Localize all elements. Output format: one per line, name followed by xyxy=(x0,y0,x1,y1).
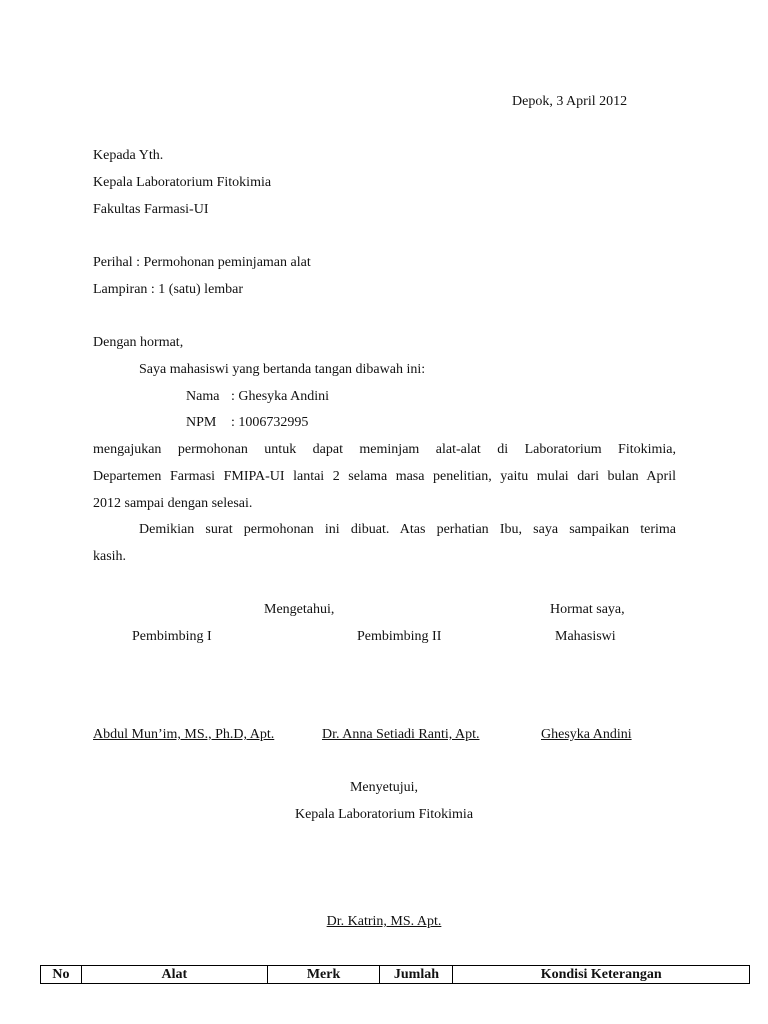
body-line1: mengajukan permohonan untuk dapat meminjam alat-alat di Laboratorium Fitokimia, xyxy=(93,442,676,457)
table-header-row xyxy=(41,966,750,984)
kepala-title: Kepala Laboratorium Fitokimia xyxy=(294,807,474,822)
mahasiswi-title: Mahasiswi xyxy=(555,629,616,644)
body-line3: 2012 sampai dengan selesai. xyxy=(93,496,253,511)
equipment-table xyxy=(40,965,750,984)
closing-line1: Demikian surat permohonan ini dibuat. Atas perhatian Ibu, saya sampaikan terima xyxy=(139,522,676,537)
body-line2: Departemen Farmasi FMIPA-UI lantai 2 selama masa penelitian, yaitu mulai dari bulan April xyxy=(93,469,676,484)
name-label: Nama xyxy=(186,389,220,404)
col-header-no: No xyxy=(41,966,82,984)
col-header-jumlah: Jumlah xyxy=(380,966,453,984)
col-header-alat: Alat xyxy=(81,966,267,984)
salutation: Dengan hormat, xyxy=(93,335,184,350)
kepala-name: Dr. Katrin, MS. Apt. xyxy=(326,914,442,929)
hormat-saya-label: Hormat saya, xyxy=(550,602,625,617)
place-date: Depok, 3 April 2012 xyxy=(512,94,628,109)
closing-line2: kasih. xyxy=(93,549,127,564)
col-header-merk: Merk xyxy=(267,966,380,984)
intro-text: Saya mahasiswi yang bertanda tangan dibawah ini: xyxy=(139,362,426,377)
recipient-line3: Fakultas Farmasi-UI xyxy=(93,202,209,217)
pembimbing1-title: Pembimbing I xyxy=(132,629,212,644)
pembimbing2-name: Dr. Anna Setiadi Ranti, Apt. xyxy=(322,727,480,742)
npm-label: NPM xyxy=(186,415,217,430)
perihal: Perihal : Permohonan peminjaman alat xyxy=(93,255,311,270)
kepala-name-wrap xyxy=(0,913,768,931)
mahasiswi-name: Ghesyka Andini xyxy=(541,727,632,742)
recipient-line2: Kepala Laboratorium Fitokimia xyxy=(93,175,272,190)
npm-value: : 1006732995 xyxy=(231,415,309,430)
name-value: : Ghesyka Andini xyxy=(231,389,329,404)
pembimbing2-title: Pembimbing II xyxy=(357,629,442,644)
mengetahui-label: Mengetahui, xyxy=(264,602,335,617)
menyetujui-label: Menyetujui, xyxy=(349,780,419,795)
col-header-kondisi-keterangan: Kondisi Keterangan xyxy=(453,966,750,984)
pembimbing1-name: Abdul Mun’im, MS., Ph.D, Apt. xyxy=(93,727,275,742)
recipient-line1: Kepada Yth. xyxy=(93,148,164,163)
lampiran: Lampiran : 1 (satu) lembar xyxy=(93,282,244,297)
